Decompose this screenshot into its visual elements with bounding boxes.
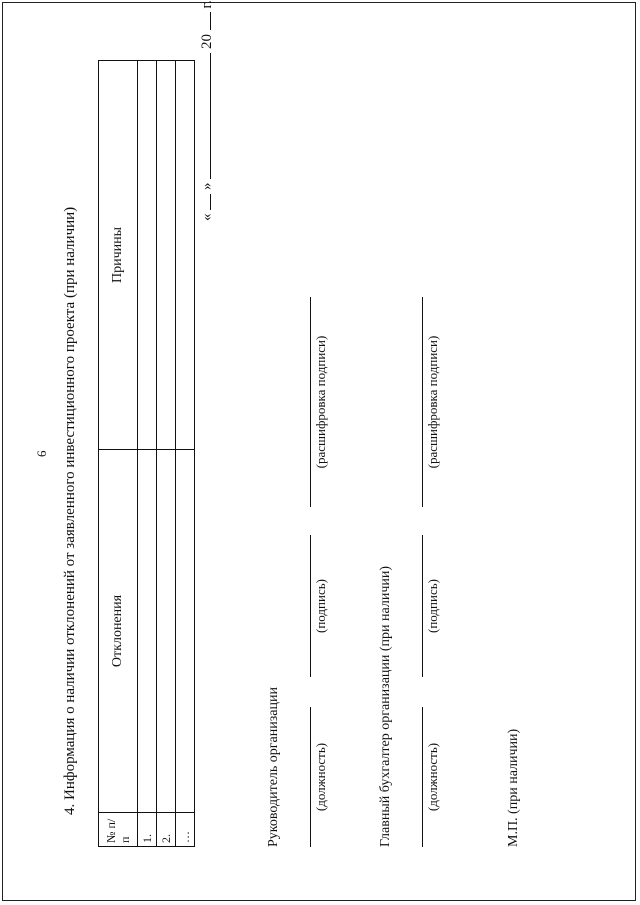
- header-number: № п/п: [99, 813, 138, 847]
- date-line: [198, 0, 216, 221]
- row-number: …: [176, 813, 195, 847]
- table-row: [138, 61, 157, 847]
- head-position-caption: (должность): [313, 742, 328, 812]
- row-number: 1.: [138, 813, 157, 847]
- accountant-position-line[interactable]: [422, 707, 423, 847]
- page-number: 6: [34, 450, 49, 457]
- header-reasons: Причины: [99, 61, 138, 450]
- accountant-position-caption: (должность): [425, 742, 440, 812]
- reason-cell[interactable]: [138, 61, 157, 450]
- day-blank[interactable]: [198, 194, 211, 210]
- head-signature-line[interactable]: [310, 535, 311, 677]
- stamp-label: М.П. (при наличии): [506, 728, 521, 847]
- year-suffix: г.: [199, 0, 215, 9]
- reason-cell[interactable]: [176, 61, 195, 450]
- year-prefix: 20: [199, 34, 215, 49]
- accountant-signature-line[interactable]: [422, 535, 423, 677]
- accountant-decoding-line[interactable]: [422, 297, 423, 507]
- head-signature-caption: (подпись): [313, 579, 328, 633]
- month-blank[interactable]: [198, 53, 211, 179]
- header-deviations: Отклонения: [99, 450, 138, 813]
- year-blank[interactable]: [198, 12, 211, 30]
- date-close-quote: »: [199, 182, 215, 190]
- accountant-title: Главный бухгалтер организации (при наличии): [378, 565, 393, 847]
- deviation-cell[interactable]: [157, 450, 176, 813]
- reason-cell[interactable]: [157, 61, 176, 450]
- head-decoding-caption: (расшифровка подписи): [313, 335, 328, 469]
- head-title: Руководитель организации: [266, 687, 281, 847]
- accountant-decoding-caption: (расшифровка подписи): [425, 335, 440, 469]
- row-number: 2.: [157, 813, 176, 847]
- table-header-row: [99, 61, 138, 847]
- accountant-signature-caption: (подпись): [425, 579, 440, 633]
- section-title: 4. Информация о наличии отклонений от заявленного инвестиционного проекта (при наличии): [62, 206, 78, 815]
- deviation-cell[interactable]: [176, 450, 195, 813]
- deviation-cell[interactable]: [138, 450, 157, 813]
- head-position-line[interactable]: [310, 707, 311, 847]
- table-row: [157, 61, 176, 847]
- table-row: [176, 61, 195, 847]
- head-decoding-line[interactable]: [310, 297, 311, 507]
- deviations-table: [98, 60, 195, 847]
- date-open-quote: «: [199, 213, 215, 221]
